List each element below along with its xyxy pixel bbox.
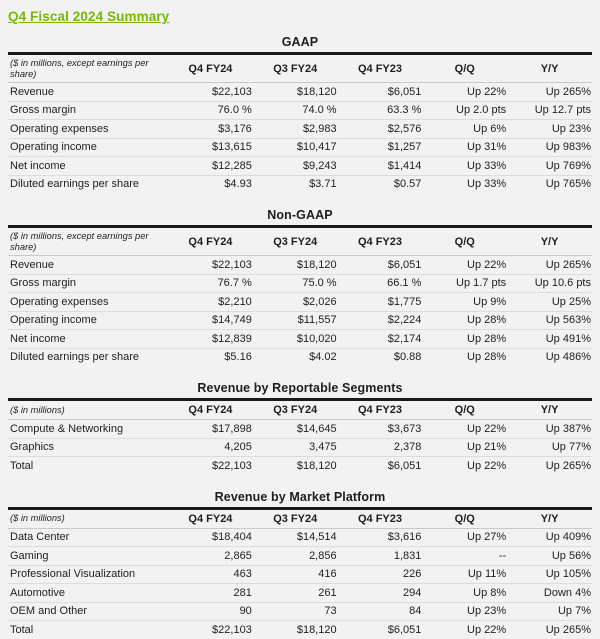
row-label: Professional Visualization [8,565,168,584]
cell-value: $4.93 [224,178,252,190]
section-gaap [8,35,592,193]
section-market-platform [8,490,592,639]
cell-value: Up 2.0 pts [422,101,507,120]
cell-value: $6,051 [387,623,422,636]
units-note: ($ in millions) [8,510,168,529]
column-header: Q/Q [422,55,507,83]
column-header: Q/Q [422,401,507,420]
table-row [8,457,592,475]
cell-value: $14,749 [168,311,253,330]
cell-value: -- [422,547,507,566]
table-row [8,348,592,366]
cell-value: $12,285 [168,157,253,176]
table-row [8,438,592,457]
column-header: Q3 FY24 [253,510,338,529]
column-header: Y/Y [507,401,592,420]
cell-value: $10,020 [253,330,338,349]
row-label: Gaming [8,547,168,566]
row-label: Total [10,623,34,636]
cell-value: Up 265% [507,256,592,275]
cell-value: $6,051 [387,459,422,472]
cell-value: Up 983% [507,138,592,157]
cell-value: Up 387% [507,420,592,439]
cell-value: 73 [253,602,338,621]
units-note: ($ in millions, except earnings per share) [8,55,168,83]
cell-value: Up 7% [507,602,592,621]
cell-value: 90 [168,602,253,621]
cell-value: Up 1.7 pts [422,274,507,293]
cell-value: $1,257 [338,138,423,157]
cell-value: 63.3 % [338,101,423,120]
cell-value: $10,417 [253,138,338,157]
gaap-table [8,55,592,193]
cell-value: Down 4% [507,584,592,603]
table-row [8,311,592,330]
column-header: Y/Y [507,55,592,83]
row-label: Operating income [8,138,168,157]
cell-value: Up 491% [507,330,592,349]
row-label: Operating expenses [8,120,168,139]
column-header: Q3 FY24 [253,55,338,83]
row-label: Data Center [8,528,168,547]
cell-value: Up 22% [422,420,507,439]
table-row [8,565,592,584]
column-header: Q4 FY24 [168,228,253,256]
cell-value: Up 33% [467,178,507,190]
cell-value: $22,103 [212,459,252,472]
cell-value: $3,616 [338,528,423,547]
cell-value: $4.02 [309,351,337,363]
cell-value: $22,103 [168,256,253,275]
header-row [8,55,592,83]
cell-value: $2,174 [338,330,423,349]
cell-value: Up 33% [422,157,507,176]
cell-value: $18,404 [168,528,253,547]
cell-value: $0.57 [393,178,422,190]
column-header: Q4 FY24 [168,55,253,83]
cell-value: Up 563% [507,311,592,330]
cell-value: 66.1 % [338,274,423,293]
cell-value: Up 28% [422,330,507,349]
row-label: Net income [8,157,168,176]
cell-value: Up 22% [467,623,507,636]
column-header: Q3 FY24 [253,401,338,420]
cell-value: Up 765% [545,178,591,190]
cell-value: Up 27% [422,528,507,547]
column-header: Y/Y [507,228,592,256]
cell-value: 261 [253,584,338,603]
cell-value: $0.88 [393,351,422,363]
cell-value: 76.7 % [168,274,253,293]
cell-value: Up 31% [422,138,507,157]
cell-value: 75.0 % [253,274,338,293]
cell-value: Up 105% [507,565,592,584]
cell-value: Up 8% [422,584,507,603]
summary-title-link[interactable]: Q4 Fiscal 2024 Summary [8,9,170,24]
table-row [8,420,592,439]
cell-value: Up 77% [507,438,592,457]
table-row [8,602,592,621]
column-header: Q3 FY24 [253,228,338,256]
header-row [8,510,592,529]
cell-value: 2,378 [338,438,423,457]
cell-value: $6,051 [338,256,423,275]
header-row [8,401,592,420]
table-row [8,547,592,566]
non-gaap-table [8,228,592,366]
cell-value: $3,673 [338,420,423,439]
row-label: Gross margin [8,274,168,293]
section-title-segments: Revenue by Reportable Segments [8,381,592,401]
cell-value: 76.0 % [168,101,253,120]
table-row [8,157,592,176]
cell-value: $18,120 [253,83,338,102]
table-row [8,138,592,157]
row-label: Compute & Networking [8,420,168,439]
cell-value: $3,176 [168,120,253,139]
row-label: Net income [8,330,168,349]
table-row [8,101,592,120]
cell-value: $13,615 [168,138,253,157]
row-label: Automotive [8,584,168,603]
cell-value: 4,205 [168,438,253,457]
units-note: ($ in millions, except earnings per share) [8,228,168,256]
column-header: Q4 FY23 [338,55,423,83]
header-row [8,228,592,256]
cell-value: $12,839 [168,330,253,349]
column-header: Q4 FY24 [168,401,253,420]
cell-value: Up 769% [507,157,592,176]
cell-value: Up 409% [507,528,592,547]
cell-value: $17,898 [168,420,253,439]
cell-value: Up 21% [422,438,507,457]
cell-value: Up 23% [507,120,592,139]
row-label: Graphics [8,438,168,457]
cell-value: Up 265% [507,83,592,102]
cell-value: $2,224 [338,311,423,330]
cell-value: $22,103 [168,83,253,102]
table-row [8,528,592,547]
cell-value: Up 22% [422,256,507,275]
cell-value: Up 23% [422,602,507,621]
market-platform-table [8,510,592,639]
section-title-non-gaap: Non-GAAP [8,208,592,228]
cell-value: Up 265% [545,459,591,472]
cell-value: Up 22% [467,459,507,472]
segments-table [8,401,592,475]
row-label: Operating expenses [8,293,168,312]
cell-value: $2,983 [253,120,338,139]
column-header: Q/Q [422,228,507,256]
table-row [8,256,592,275]
cell-value: $6,051 [338,83,423,102]
cell-value: 2,856 [253,547,338,566]
cell-value: $5.16 [224,351,252,363]
cell-value: $1,775 [338,293,423,312]
row-label: OEM and Other [8,602,168,621]
cell-value: $22,103 [212,623,252,636]
cell-value: $3.71 [309,178,337,190]
cell-value: $11,557 [253,311,338,330]
cell-value: 281 [168,584,253,603]
table-row [8,274,592,293]
row-label: Diluted earnings per share [10,351,140,363]
column-header: Q4 FY23 [338,510,423,529]
cell-value: $1,414 [338,157,423,176]
cell-value: 463 [168,565,253,584]
column-header: Q4 FY23 [338,228,423,256]
cell-value: 84 [338,602,423,621]
cell-value: Up 10.6 pts [507,274,592,293]
table-row [8,120,592,139]
cell-value: $18,120 [296,459,337,472]
section-non-gaap [8,208,592,366]
cell-value: Up 25% [507,293,592,312]
cell-value: $18,120 [253,256,338,275]
cell-value: 74.0 % [253,101,338,120]
cell-value: Up 28% [422,311,507,330]
section-title-market-platform: Revenue by Market Platform [8,490,592,510]
cell-value: Up 12.7 pts [507,101,592,120]
cell-value: $14,514 [253,528,338,547]
cell-value: $2,210 [168,293,253,312]
cell-value: 2,865 [168,547,253,566]
cell-value: $9,243 [253,157,338,176]
cell-value: Up 9% [422,293,507,312]
column-header: Y/Y [507,510,592,529]
section-title-gaap: GAAP [8,35,592,55]
table-row [8,175,592,193]
cell-value: 416 [253,565,338,584]
cell-value: $18,120 [296,623,337,636]
column-header: Q4 FY24 [168,510,253,529]
table-row [8,83,592,102]
row-label: Total [10,459,34,472]
cell-value: $2,026 [253,293,338,312]
table-row [8,584,592,603]
cell-value: Up 22% [422,83,507,102]
cell-value: 3,475 [253,438,338,457]
row-label: Gross margin [8,101,168,120]
row-label: Operating income [8,311,168,330]
section-segments [8,381,592,475]
cell-value: Up 486% [545,351,591,363]
cell-value: $2,576 [338,120,423,139]
units-note: ($ in millions) [8,401,168,420]
cell-value: Up 56% [507,547,592,566]
cell-value: 1,831 [338,547,423,566]
row-label: Diluted earnings per share [10,178,140,190]
table-row [8,621,592,639]
cell-value: Up 28% [467,351,507,363]
row-label: Revenue [8,83,168,102]
table-row [8,293,592,312]
cell-value: Up 6% [422,120,507,139]
row-label: Revenue [8,256,168,275]
column-header: Q4 FY23 [338,401,423,420]
cell-value: 226 [338,565,423,584]
column-header: Q/Q [422,510,507,529]
cell-value: Up 11% [422,565,507,584]
cell-value: $14,645 [253,420,338,439]
cell-value: Up 265% [545,623,591,636]
table-row [8,330,592,349]
cell-value: 294 [338,584,423,603]
